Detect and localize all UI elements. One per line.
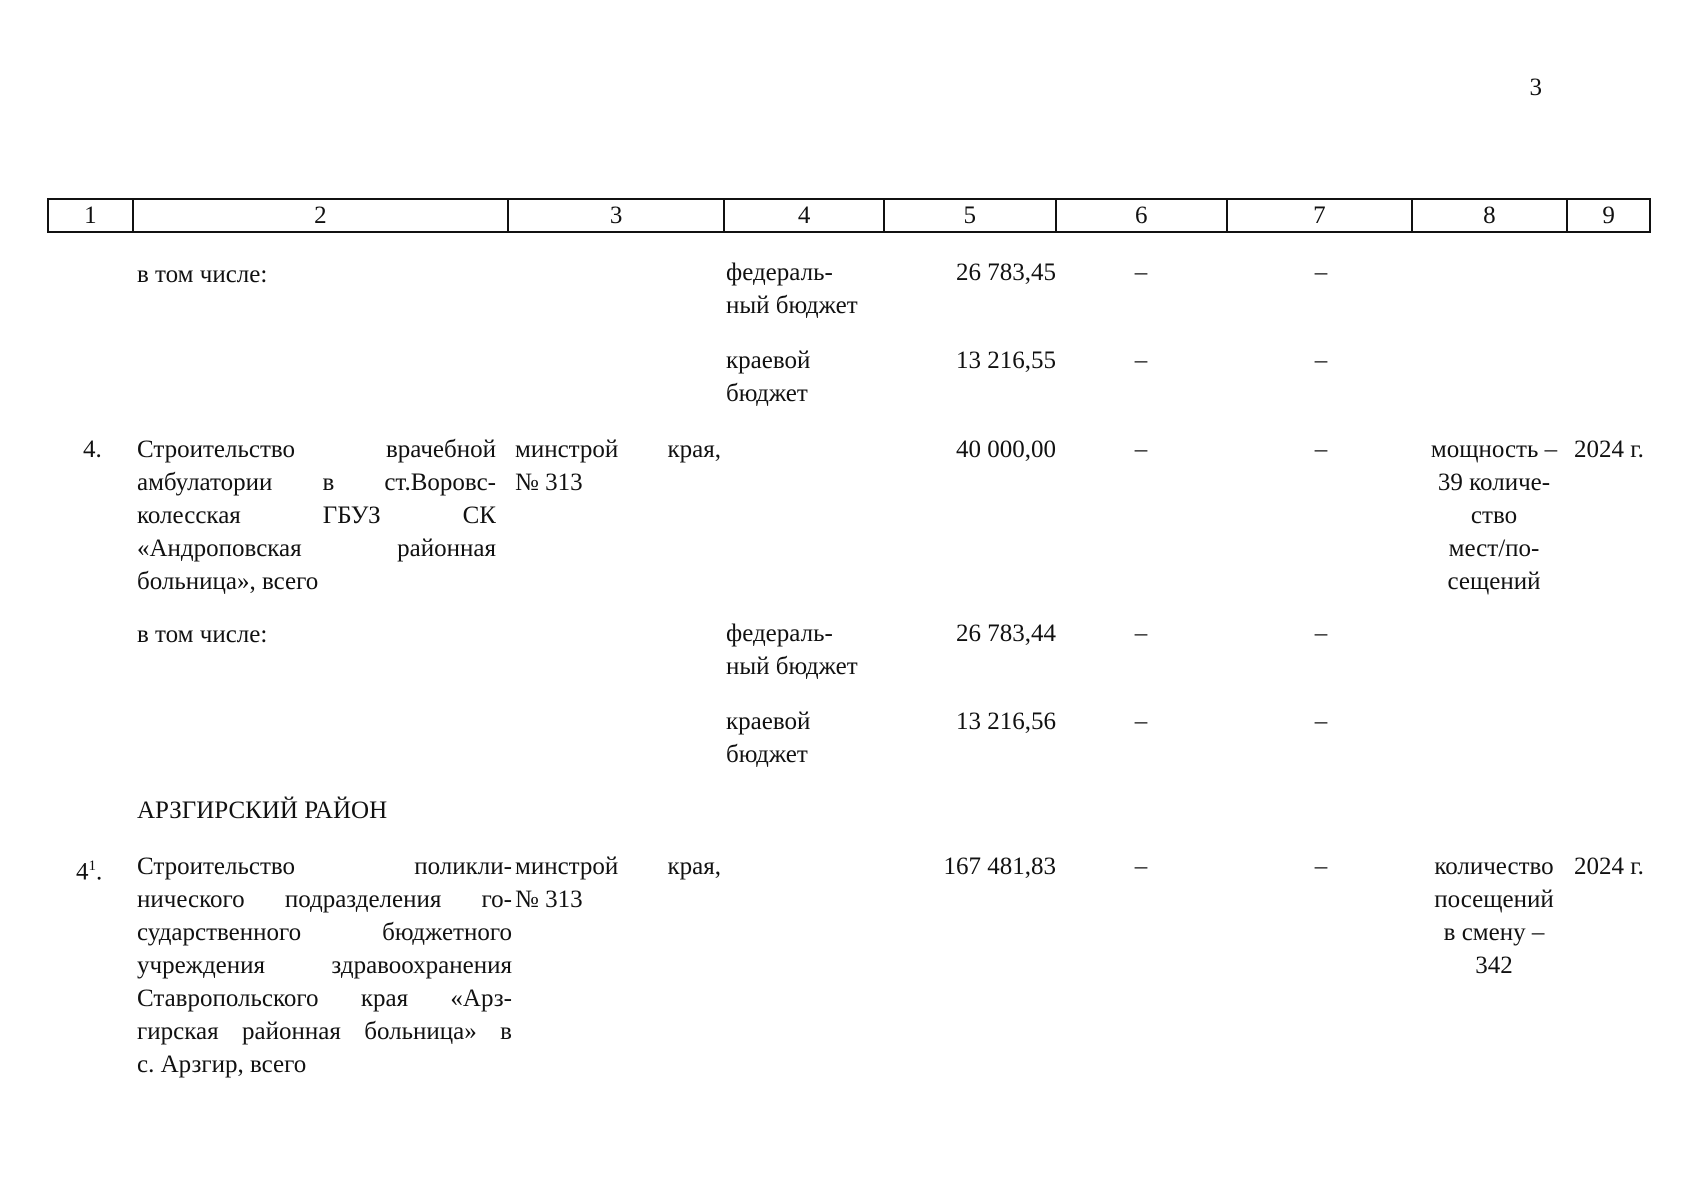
header-col-2: 2: [134, 200, 509, 231]
row6-resp-line: минстрой края,: [515, 853, 721, 880]
row6-description: [137, 850, 512, 1081]
row3-col7: –: [1314, 436, 1328, 463]
row2-source-line1: краевой: [726, 347, 811, 374]
row1-col6: –: [1134, 259, 1148, 286]
row6-number: [76, 850, 102, 888]
row3-cap-line: 39 количе-: [1437, 469, 1551, 496]
row6-number-dot: .: [96, 858, 103, 886]
row6-desc-line: Строительство поликли-: [137, 853, 512, 880]
row6-col7: –: [1314, 853, 1328, 880]
row3-cap-line: сещений: [1447, 568, 1541, 595]
row4-source-line1: федераль-: [726, 620, 833, 647]
row1-source-line1: федераль-: [726, 259, 833, 286]
row5-source-line2: бюджет: [726, 741, 808, 768]
row3-desc-line: больница», всего: [137, 568, 319, 595]
row1-col7: –: [1314, 259, 1328, 286]
header-col-8: 8: [1413, 200, 1569, 231]
row2-source-line2: бюджет: [726, 380, 808, 407]
row6-responsible: [515, 850, 721, 916]
row3-desc-line: Строительство врачебной: [137, 436, 496, 463]
header-col-4: 4: [725, 200, 885, 231]
row2-col7: –: [1314, 347, 1328, 374]
row2-col6: –: [1134, 347, 1148, 374]
row1-amount: 26 783,45: [956, 259, 1056, 286]
row6-desc-line: с. Арзгир, всего: [137, 1051, 307, 1078]
row6-desc-line: нического подразделения го-: [137, 886, 512, 913]
row4-col7: –: [1314, 620, 1328, 647]
row6-col6: –: [1134, 853, 1148, 880]
header-col-6: 6: [1057, 200, 1229, 231]
row3-amount: 40 000,00: [956, 436, 1056, 463]
row5-col7: –: [1314, 708, 1328, 735]
row6-desc-line: Ставропольского края «Арз-: [137, 985, 512, 1012]
row3-desc-line: амбулатории в ст.Воровс-: [137, 469, 496, 496]
row1-source-line2: ный бюджет: [726, 292, 858, 319]
row5-source-line1: краевой: [726, 708, 811, 735]
row4-col6: –: [1134, 620, 1148, 647]
row6-desc-line: сударственного бюджетного: [137, 919, 512, 946]
row6-number-sup: 1: [88, 858, 96, 874]
row3-description: [137, 433, 496, 598]
row3-desc-line: «Андроповская районная: [137, 535, 496, 562]
header-col-5: 5: [885, 200, 1057, 231]
row3-cap-line: ство: [1470, 502, 1518, 529]
row6-desc-line: гирская районная больница» в: [137, 1018, 512, 1045]
table-header-row: [47, 198, 1651, 233]
section-title: АРЗГИРСКИЙ РАЙОН: [137, 797, 388, 824]
row6-capacity: [1416, 850, 1572, 982]
row4-label: в том числе:: [137, 621, 268, 648]
row3-resp-line: № 313: [515, 469, 583, 496]
row1-label: в том числе:: [137, 261, 268, 288]
row3-resp-line: минстрой края,: [515, 436, 721, 463]
header-col-3: 3: [509, 200, 725, 231]
row3-number: 4.: [83, 436, 102, 463]
row6-resp-line: № 313: [515, 886, 583, 913]
row6-cap-line: в смену –: [1443, 919, 1545, 946]
row3-year: 2024 г.: [1574, 436, 1644, 463]
header-col-1: 1: [49, 200, 134, 231]
row3-responsible: [515, 433, 721, 499]
row6-cap-line: посещений: [1434, 886, 1554, 913]
row5-amount: 13 216,56: [956, 708, 1056, 735]
row3-cap-line: мест/по-: [1448, 535, 1540, 562]
page-number: 3: [1529, 74, 1542, 101]
row6-amount: 167 481,83: [943, 853, 1056, 880]
row5-col6: –: [1134, 708, 1148, 735]
row6-year: 2024 г.: [1574, 853, 1644, 880]
row6-number-base: 4: [76, 858, 89, 886]
row6-cap-line: количество: [1434, 853, 1554, 880]
row2-amount: 13 216,55: [956, 347, 1056, 374]
row3-cap-line: мощность –: [1430, 436, 1558, 463]
row3-capacity: [1416, 433, 1572, 598]
row4-amount: 26 783,44: [956, 620, 1056, 647]
row3-col6: –: [1134, 436, 1148, 463]
header-col-9: 9: [1602, 202, 1615, 229]
row6-cap-line: 342: [1475, 952, 1513, 979]
header-col-7: 7: [1228, 200, 1413, 231]
row6-desc-line: учреждения здравоохранения: [137, 952, 512, 979]
row3-desc-line: колесская ГБУЗ СК: [137, 502, 496, 529]
row4-source-line2: ный бюджет: [726, 653, 858, 680]
